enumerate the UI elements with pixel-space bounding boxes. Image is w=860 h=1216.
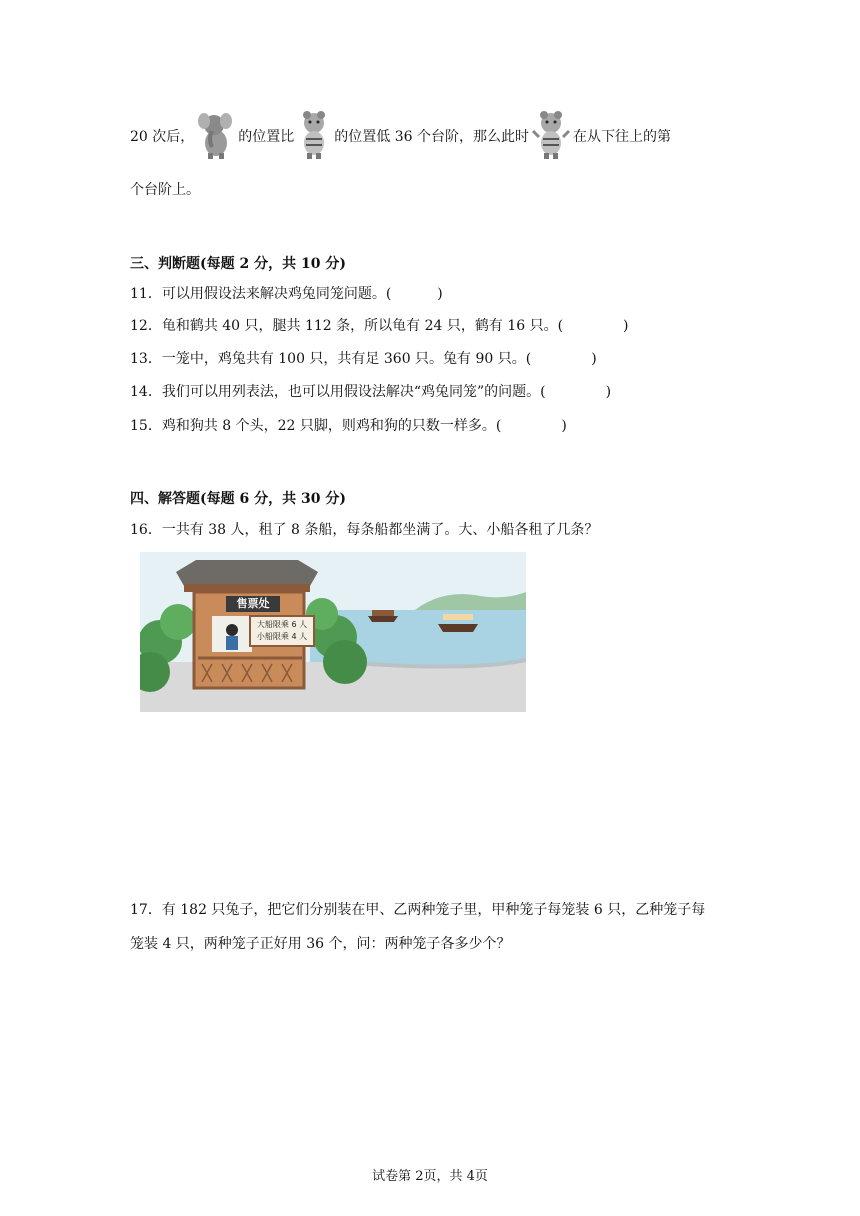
judge-item-13-close: ) [591, 351, 597, 367]
tiger-icon [294, 109, 334, 165]
judge-item-12-close: ) [623, 318, 629, 334]
judge-item-14 [130, 382, 611, 402]
carryover-line-2: 个台阶上。 [130, 182, 200, 198]
judge-item-15-text: 15．鸡和狗共 8 个头，22 只脚，则鸡和狗的只数一样多。( [130, 418, 502, 434]
booth-sign: 售票处 [236, 597, 270, 610]
booth-notice-line-2: 小船限乘 4 人 [256, 632, 308, 641]
judge-item-13 [130, 349, 597, 369]
carryover-line-1 [130, 112, 671, 162]
judge-item-15-close: ) [561, 418, 567, 434]
booth-notice-line-1: 大船限乘 6 人 [256, 620, 308, 629]
ticket-booth-scene [140, 552, 526, 712]
question-16: 16．一共有 38 人，租了 8 条船，每条船都坐满了。大、小船各租了几条？ [130, 522, 599, 538]
question-17-line-2: 笼装 4 只，两种笼子正好用 36 个，问：两种笼子各多少个？ [130, 936, 511, 952]
judge-item-12-text: 12．龟和鹤共 40 只，腿共 112 条，所以龟有 24 只，鹤有 16 只。( [130, 318, 564, 334]
carryover-text-3: 的位置低 36 个台阶，那么此时 [334, 129, 529, 145]
judge-item-11-text: 11．可以用假设法来解决鸡兔同笼问题。( [130, 286, 392, 302]
section-4-title: 四、解答题(每题 6 分，共 30 分) [130, 491, 346, 507]
carryover-text-1: 20 次后， [130, 129, 195, 145]
judge-item-12 [130, 316, 629, 336]
judge-item-14-close: ) [605, 384, 612, 400]
judge-item-14-text: 14．我们可以用列表法，也可以用假设法解决“鸡兔同笼”的问题。( [130, 384, 546, 400]
tiger-icon-2 [529, 109, 573, 165]
page-footer: 试卷第 2页，共 4页 [372, 1169, 488, 1184]
question-17-line-1: 17．有 182 只兔子，把它们分别装在甲、乙两种笼子里，甲种笼子每笼装 6 只，乙种笼子每 [130, 902, 706, 918]
judge-item-11-close: ) [437, 286, 443, 302]
carryover-text-2: 的位置比 [238, 129, 295, 145]
ticket-booth-illustration [140, 552, 526, 712]
judge-item-13-text: 13．一笼中，鸡兔共有 100 只，共有足 360 只。兔有 90 只。( [130, 351, 532, 367]
elephant-icon [194, 109, 238, 165]
judge-item-15 [130, 416, 567, 436]
section-3-title: 三、判断题(每题 2 分，共 10 分) [130, 256, 346, 272]
carryover-text-4: 在从下往上的第 [572, 129, 671, 145]
judge-item-11 [130, 284, 443, 304]
